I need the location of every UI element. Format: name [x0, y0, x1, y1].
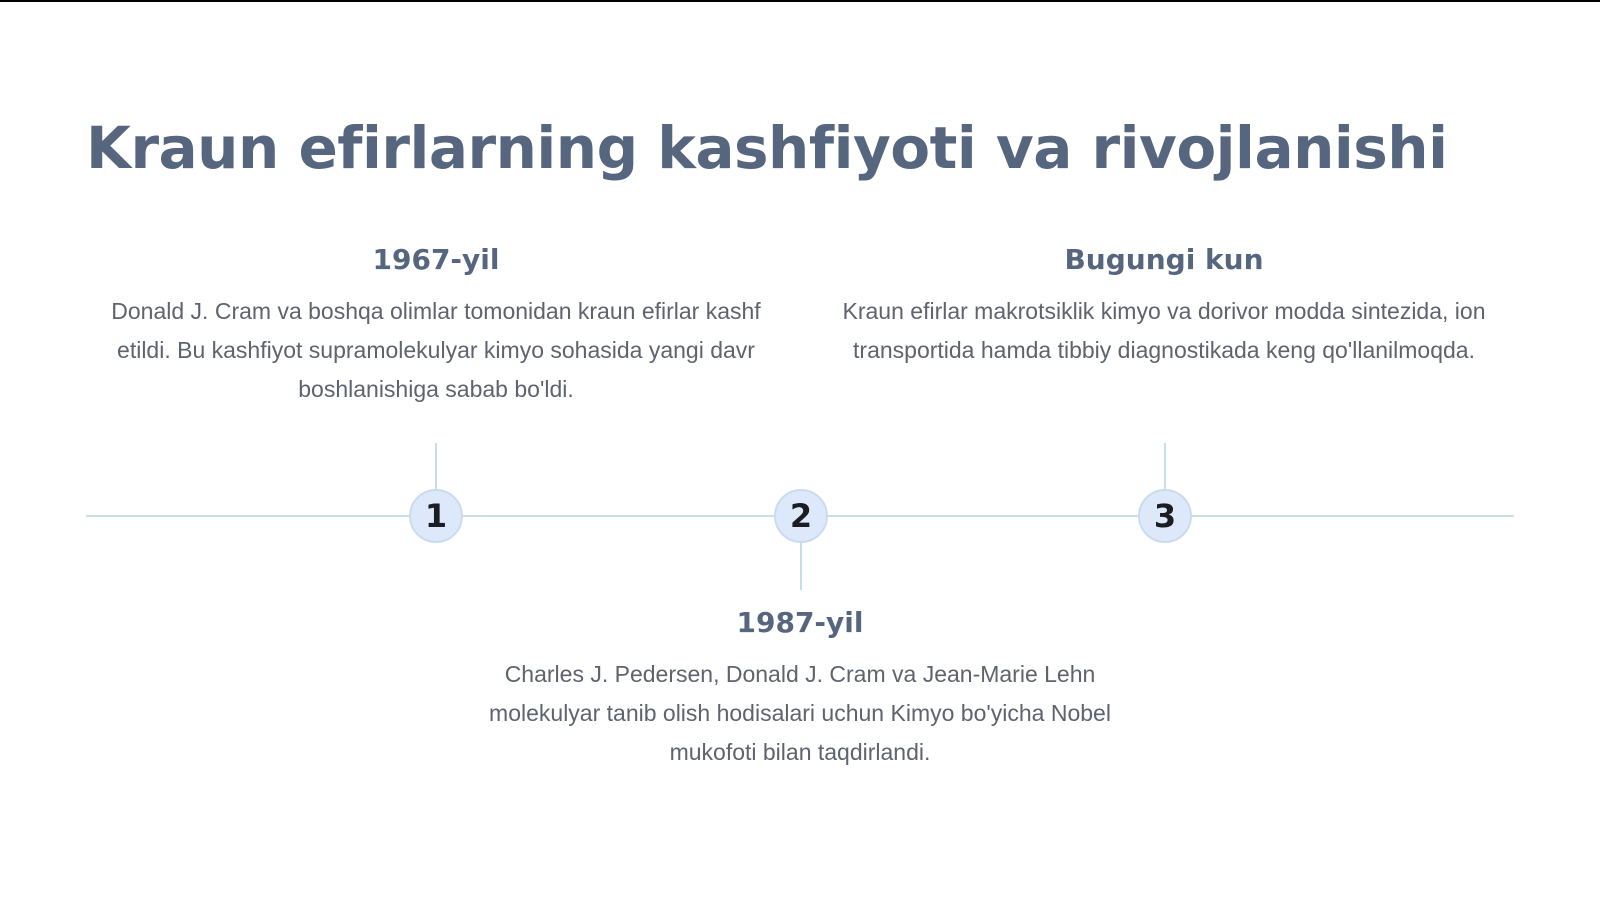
timeline-marker-3: 3 — [1138, 489, 1192, 543]
timeline-connector — [435, 443, 437, 489]
timeline-marker-2: 2 — [774, 489, 828, 543]
event-description: Kraun efirlar makrotsiklik kimyo va dorivor modda sintezida, ion transportida hamda tibbiy diagnostikada keng qo'llanilmoqda. — [842, 298, 1486, 363]
timeline-event-today — [834, 243, 1494, 370]
event-heading: 1987-yil — [736, 606, 864, 639]
event-description: Donald J. Cram va boshqa olimlar tomonidan kraun efirlar kashf etildi. Bu kashfiyot supramolekulyar kimyo sohasida yangi davr boshlanishiga sabab bo'ldi. — [111, 298, 761, 402]
event-heading: Bugungi kun — [1064, 243, 1264, 276]
timeline-connector — [1164, 443, 1166, 489]
timeline-connector — [800, 542, 802, 590]
event-heading: 1967-yil — [372, 243, 500, 276]
timeline-marker-1: 1 — [409, 489, 463, 543]
timeline-event-1987 — [470, 606, 1130, 772]
slide-title: Kraun efirlarning kashfiyoti va rivojlanishi — [86, 114, 1448, 182]
event-description: Charles J. Pedersen, Donald J. Cram va Jean-Marie Lehn molekulyar tanib olish hodisalari uchun Kimyo bo'yicha Nobel mukofoti bilan taqdirlandi. — [489, 661, 1111, 765]
timeline-event-1967 — [106, 243, 766, 409]
